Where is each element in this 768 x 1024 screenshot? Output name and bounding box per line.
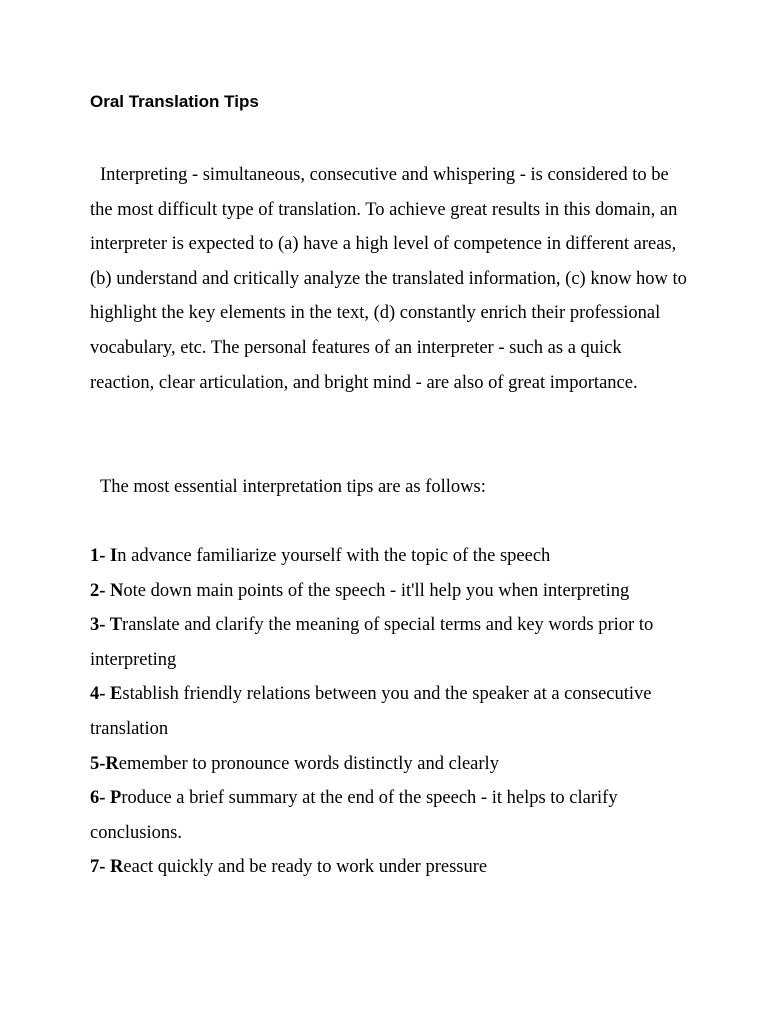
tip-text: eact quickly and be ready to work under pressure — [123, 857, 488, 878]
tip-text: roduce a brief summary at the end of the speech - it helps to clarify conclusions. — [90, 788, 618, 843]
tip-text: emember to pronounce words distinctly and clearly — [118, 753, 499, 774]
intro-paragraph: Interpreting - simultaneous, consecutive and whispering - is considered to be the most difficult type of translation. To achieve great results in this domain, an interpreter is expected to (a) have a high level of competence in different areas, (b) understand and critically analyze the translated information, (c) know how to highlight the key elements in the text, (d) constantly enrich their professional vocabulary, etc. The personal features of an interpreter - such as a quick reaction, clear articulation, and bright mind - are also of great importance. — [90, 165, 687, 393]
tip-text: n advance familiarize yourself with the topic of the speech — [117, 546, 551, 566]
tip-marker: 1- I — [90, 546, 118, 566]
tip-text: ranslate and clarify the meaning of special terms and key words prior to interpreting — [90, 615, 654, 670]
tips-list — [90, 539, 690, 885]
tip-marker: 7- R — [90, 857, 124, 878]
tip-item — [90, 677, 690, 746]
tip-marker: 3- T — [90, 615, 123, 636]
tip-item — [90, 574, 690, 609]
tip-text: stablish friendly relations between you and the speaker at a consecutive translation — [90, 684, 652, 739]
tip-item — [90, 747, 690, 782]
tip-item — [90, 781, 690, 850]
tip-item — [90, 850, 690, 885]
tips-intro-paragraph: The most essential interpretation tips are as follows: — [100, 477, 486, 497]
tip-marker: 6- P — [90, 788, 122, 809]
tip-item — [90, 608, 690, 677]
tip-marker: 5-R — [90, 753, 119, 774]
tip-text: ote down main points of the speech - it'll help you when interpreting — [123, 580, 630, 601]
tip-item — [90, 539, 690, 574]
tip-marker: 2- N — [90, 580, 124, 601]
document-title: Oral Translation Tips — [90, 92, 259, 111]
tip-marker: 4- E — [90, 684, 123, 705]
